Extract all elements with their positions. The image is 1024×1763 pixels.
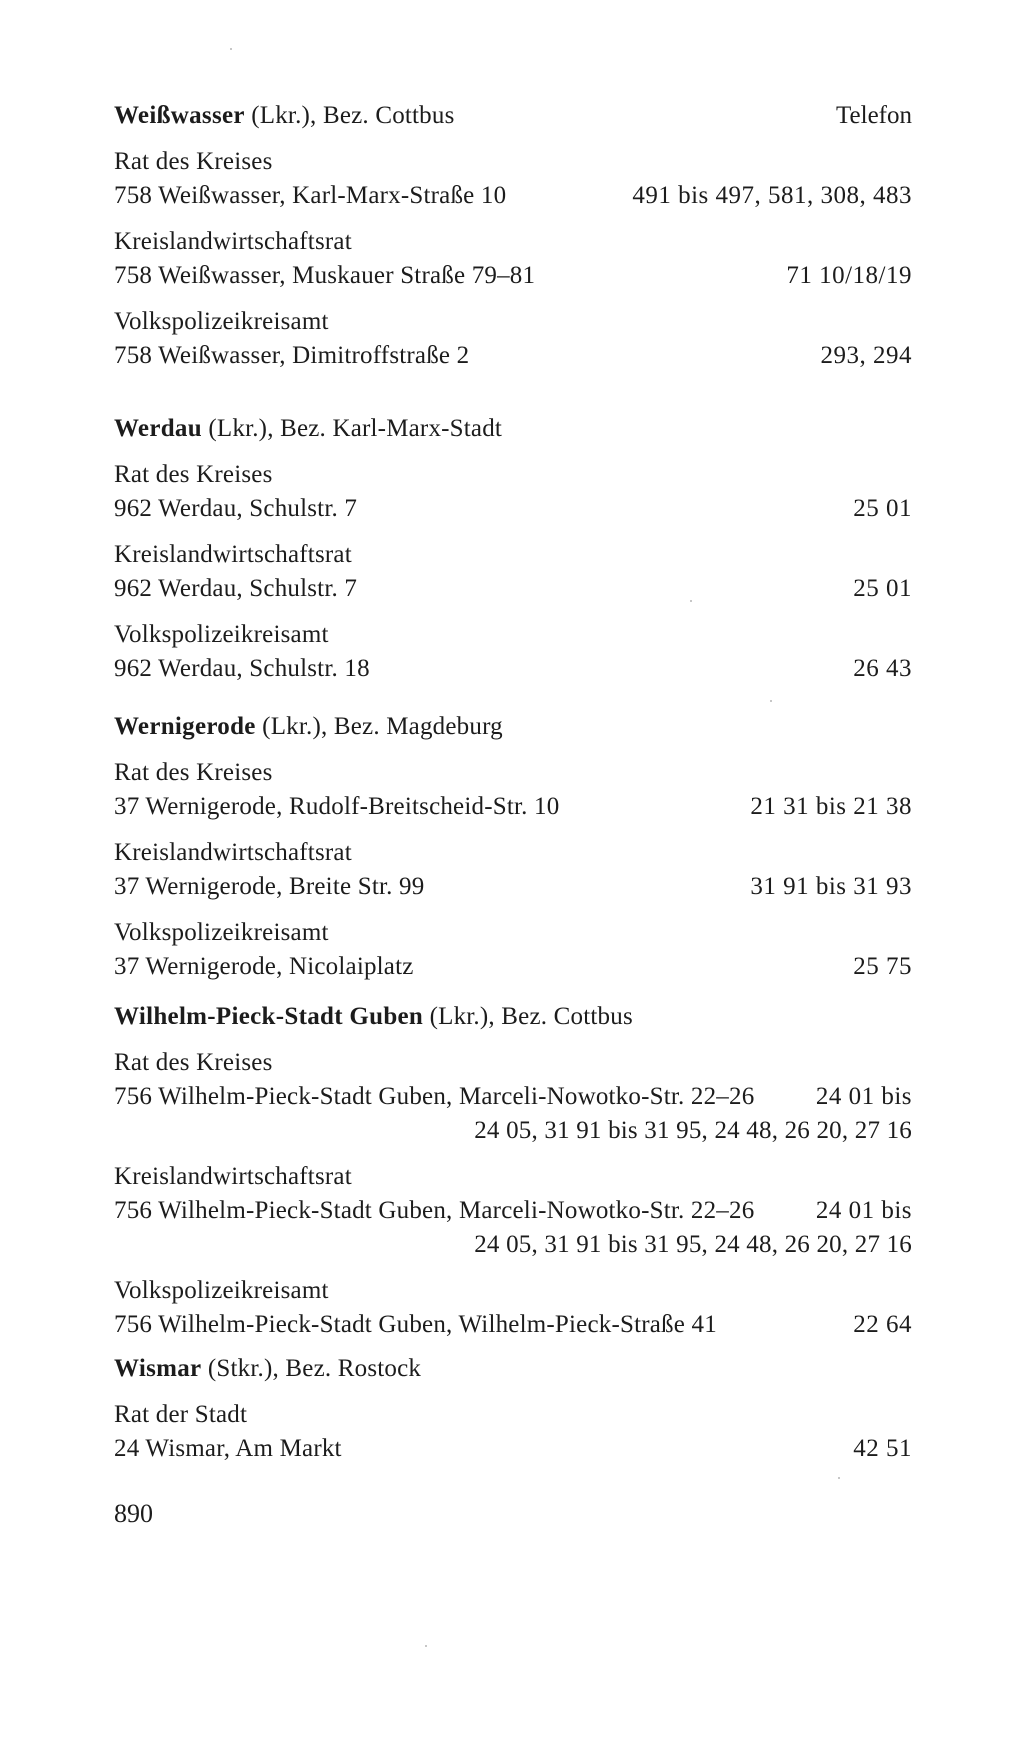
entry-title: Volkspolizeikreisamt [114, 308, 329, 335]
entry-title: Volkspolizeikreisamt [114, 1277, 329, 1304]
entry-phone: 71 10/18/19 [786, 262, 912, 289]
entry-phone-continued: 24 05, 31 91 bis 31 95, 24 48, 26 20, 27 16 [474, 1231, 912, 1258]
entry-address: 962 Werdau, Schulstr. 18 [114, 655, 370, 682]
entry-address: 37 Wernigerode, Rudolf-Breitscheid-Str. 10 [114, 793, 560, 820]
entry-title: Kreislandwirtschaftsrat [114, 228, 352, 255]
entry-address-row [114, 790, 912, 824]
entry-address-row [114, 1432, 912, 1466]
entry-phone: 42 51 [853, 1435, 912, 1462]
entry-phone: 25 75 [853, 953, 912, 980]
entry-title: Rat der Stadt [114, 1401, 248, 1428]
entry-title: Kreislandwirtschaftsrat [114, 541, 352, 568]
entry-address-row [114, 652, 912, 686]
entry-phone: 25 01 [853, 575, 912, 602]
entry-title: Rat des Kreises [114, 148, 273, 175]
directory-entry [114, 305, 912, 373]
directory-entry [114, 1398, 912, 1466]
entry-address-row [114, 1080, 912, 1114]
entry-address-row [114, 259, 912, 293]
district-name: Wernigerode [114, 713, 256, 740]
entry-title: Rat des Kreises [114, 1049, 273, 1076]
district-section-guben [114, 1000, 912, 1342]
entry-address: 758 Weißwasser, Karl-Marx-Straße 10 [114, 182, 507, 209]
entry-phone: 293, 294 [820, 342, 912, 369]
district-name: Wismar [114, 1355, 202, 1382]
directory-page [114, 0, 912, 1763]
directory-entry [114, 225, 912, 293]
district-name: Weißwasser [114, 102, 245, 129]
district-heading [114, 1352, 912, 1386]
entry-phone: 24 01 bis [815, 1083, 912, 1110]
district-heading [114, 412, 912, 446]
entry-address: 756 Wilhelm-Pieck-Stadt Guben, Marceli-Nowotko-Str. 22–26 [114, 1083, 755, 1110]
district-heading [114, 710, 912, 744]
entry-address: 24 Wismar, Am Markt [114, 1435, 342, 1462]
district-info: (Lkr.), Bez. Karl-Marx-Stadt [201, 415, 503, 442]
directory-entry [114, 916, 912, 984]
entry-phone: 26 43 [853, 655, 912, 682]
entry-address-row [114, 339, 912, 373]
entry-phone: 25 01 [853, 495, 912, 522]
entry-address: 37 Wernigerode, Nicolaiplatz [114, 953, 414, 980]
directory-entry [114, 1160, 912, 1262]
entry-address-row [114, 1308, 912, 1342]
district-section-weisswasser [114, 99, 912, 373]
entry-address: 37 Wernigerode, Breite Str. 99 [114, 873, 425, 900]
district-section-werdau [114, 412, 912, 686]
directory-entry [114, 1274, 912, 1342]
entry-address: 962 Werdau, Schulstr. 7 [114, 495, 358, 522]
scan-speck [838, 1477, 840, 1479]
entry-address: 758 Weißwasser, Muskauer Straße 79–81 [114, 262, 536, 289]
entry-address-row [114, 179, 912, 213]
district-info: (Lkr.), Bez. Cottbus [423, 1003, 633, 1030]
entry-address-row [114, 572, 912, 606]
phone-column-label: Telefon [836, 102, 912, 129]
entry-phone: 22 64 [853, 1311, 912, 1338]
entry-title: Volkspolizeikreisamt [114, 621, 329, 648]
entry-address-row [114, 950, 912, 984]
district-info: (Stkr.), Bez. Rostock [201, 1355, 422, 1382]
scan-speck [770, 700, 772, 702]
district-section-wernigerode [114, 710, 912, 984]
entry-title: Volkspolizeikreisamt [114, 919, 329, 946]
scan-speck [690, 600, 692, 602]
entry-title: Kreislandwirtschaftsrat [114, 839, 352, 866]
entry-title: Rat des Kreises [114, 759, 273, 786]
directory-entry [114, 538, 912, 606]
entry-phone: 31 91 bis 31 93 [750, 873, 912, 900]
district-section-wismar [114, 1352, 912, 1466]
district-name: Werdau [114, 415, 202, 442]
district-info: (Lkr.), Bez. Magdeburg [255, 713, 503, 740]
district-name: Wilhelm-Pieck-Stadt Guben [114, 1003, 424, 1030]
entry-title: Kreislandwirtschaftsrat [114, 1163, 352, 1190]
directory-entry [114, 836, 912, 904]
entry-phone: 491 bis 497, 581, 308, 483 [632, 182, 912, 209]
scan-speck [230, 48, 232, 50]
entry-address: 962 Werdau, Schulstr. 7 [114, 575, 358, 602]
district-heading [114, 99, 912, 133]
district-info: (Lkr.), Bez. Cottbus [244, 102, 455, 129]
directory-entry [114, 756, 912, 824]
directory-entry [114, 458, 912, 526]
directory-entry [114, 618, 912, 686]
district-heading [114, 1000, 912, 1034]
entry-address-row [114, 1194, 912, 1228]
entry-address: 758 Weißwasser, Dimitroffstraße 2 [114, 342, 470, 369]
entry-phone: 24 01 bis [815, 1197, 912, 1224]
page-number: 890 [114, 1499, 153, 1528]
entry-address-row [114, 870, 912, 904]
entry-address: 756 Wilhelm-Pieck-Stadt Guben, Marceli-Nowotko-Str. 22–26 [114, 1197, 755, 1224]
directory-entry [114, 145, 912, 213]
entry-phone: 21 31 bis 21 38 [750, 793, 912, 820]
entry-address-row [114, 492, 912, 526]
scan-speck [425, 1645, 427, 1647]
entry-title: Rat des Kreises [114, 461, 273, 488]
entry-address: 756 Wilhelm-Pieck-Stadt Guben, Wilhelm-Pieck-Straße 41 [114, 1311, 717, 1338]
directory-entry [114, 1046, 912, 1148]
entry-phone-continued: 24 05, 31 91 bis 31 95, 24 48, 26 20, 27 16 [474, 1117, 912, 1144]
